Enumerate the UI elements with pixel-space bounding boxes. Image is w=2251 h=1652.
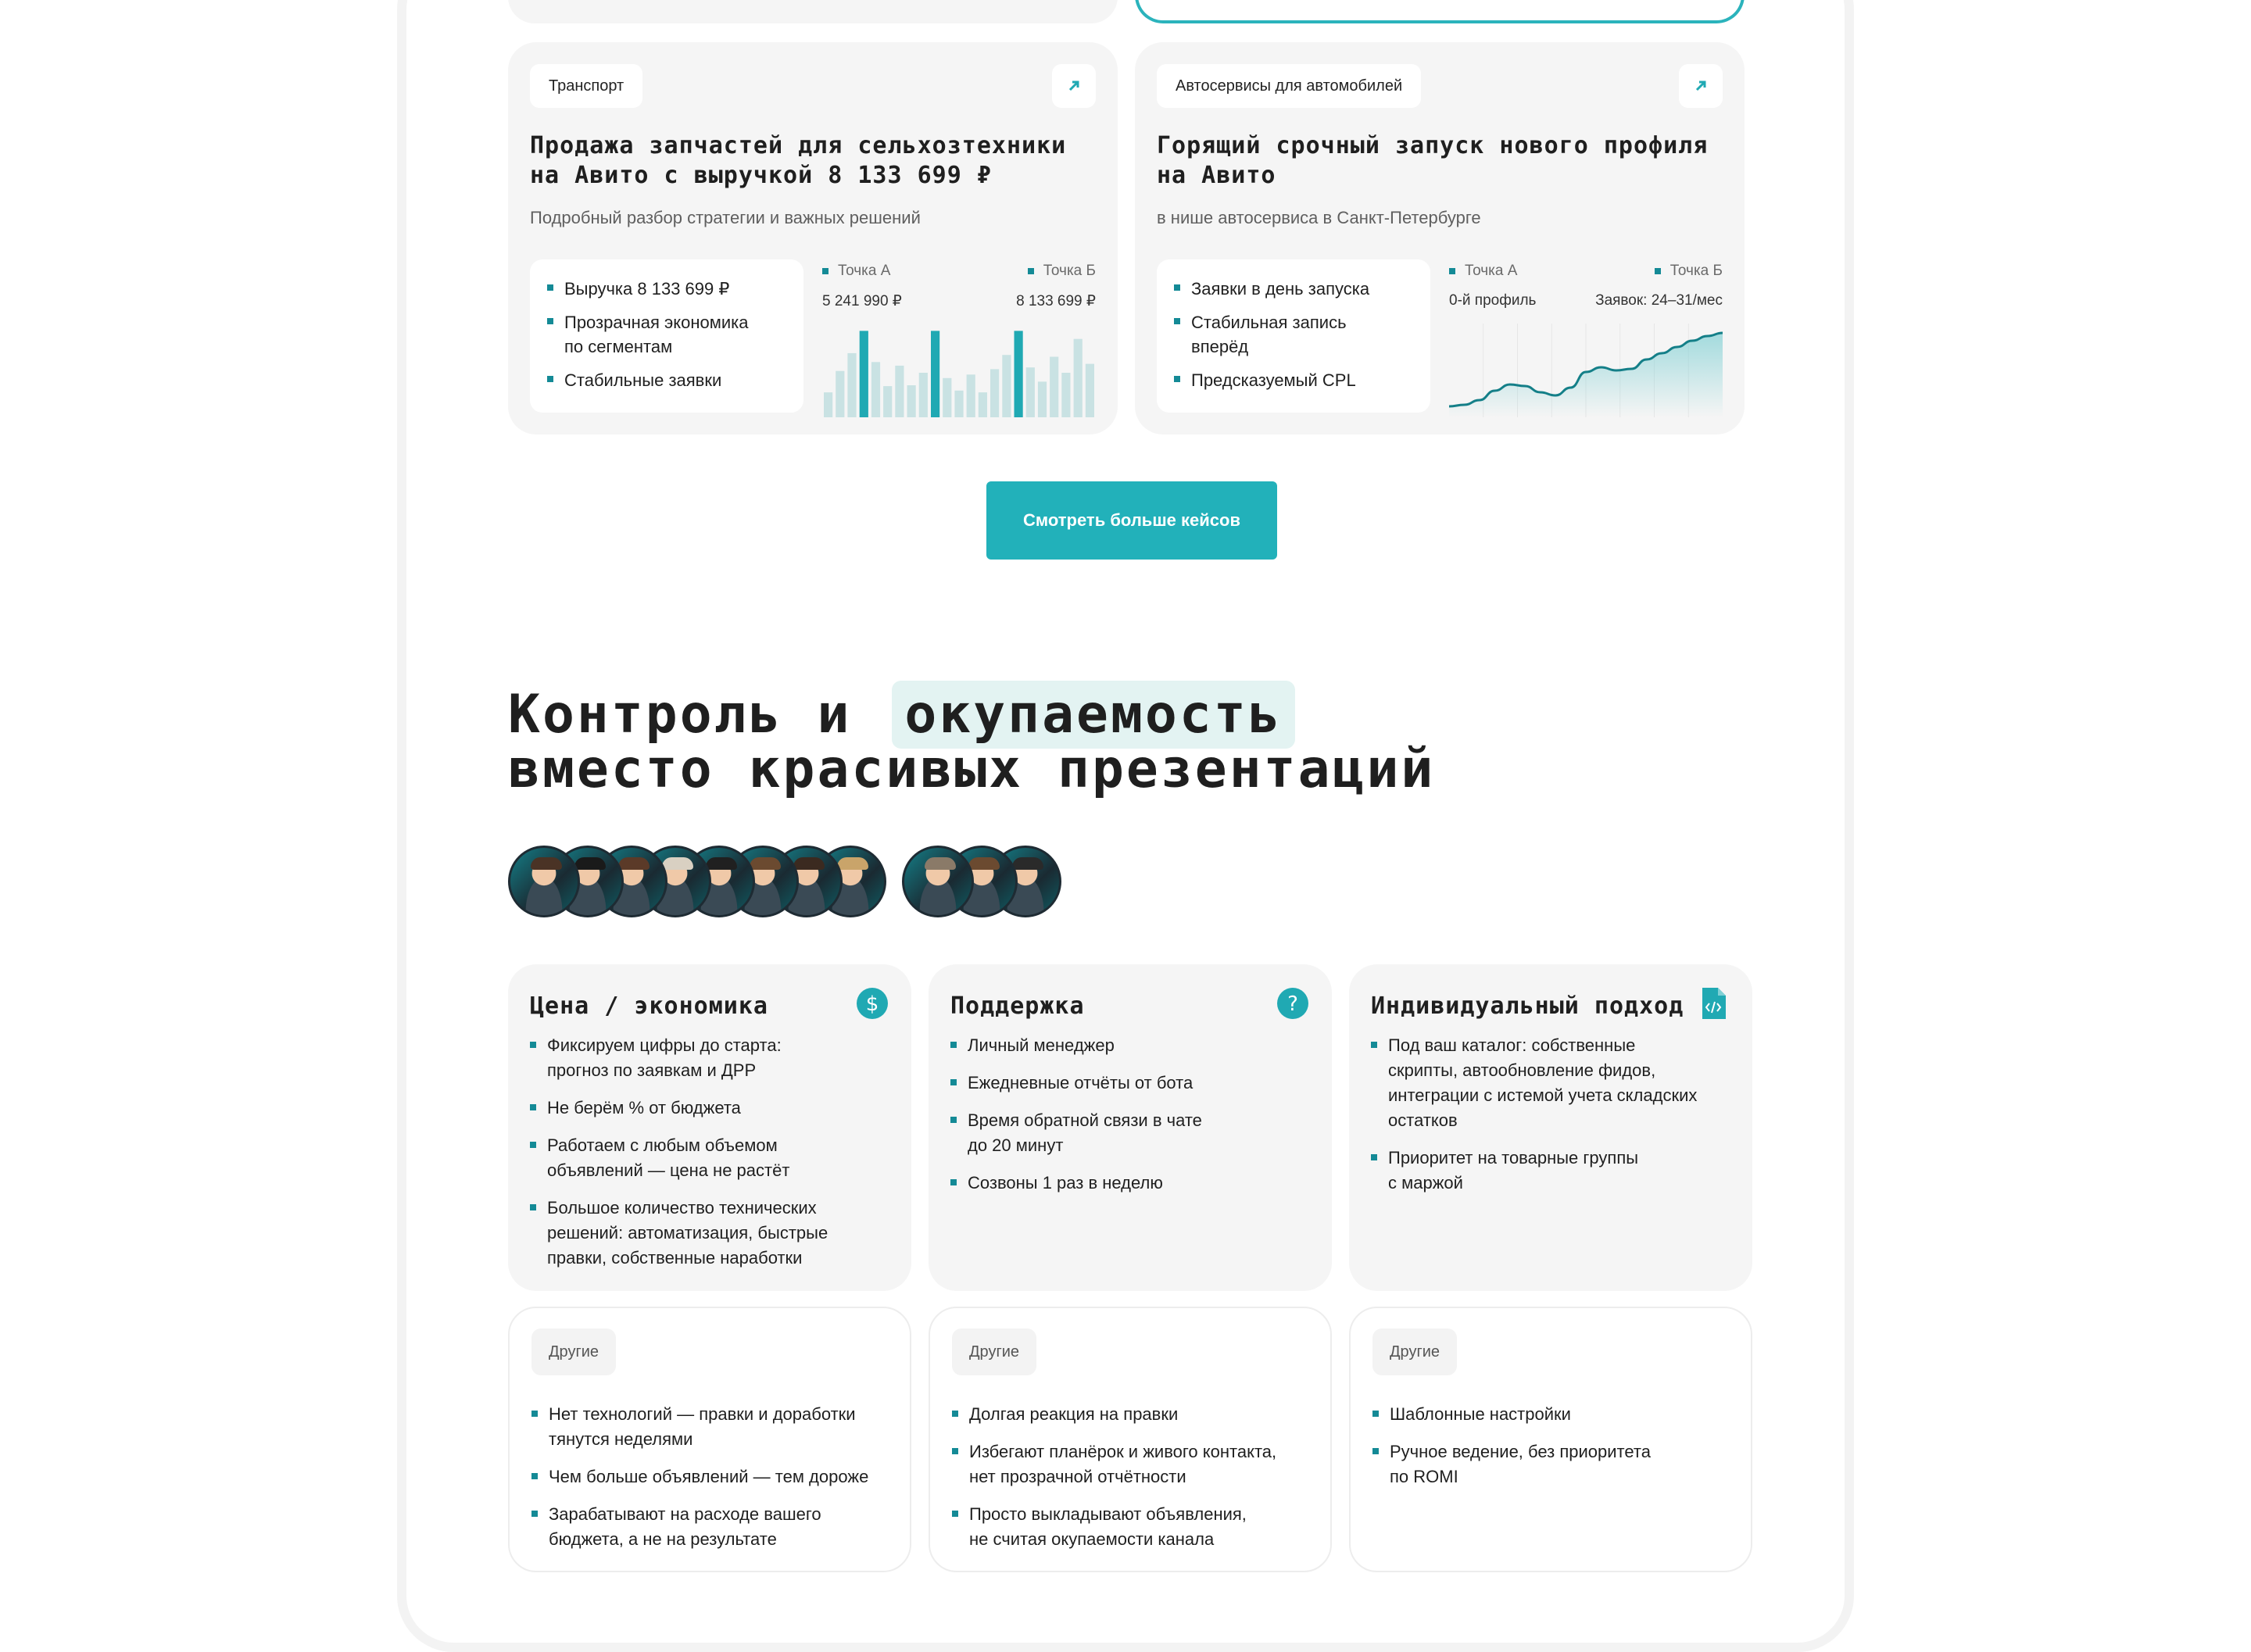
headline-line: вместо красивых презентаций xyxy=(508,738,1436,800)
chart-bar xyxy=(919,373,928,417)
case-points xyxy=(1157,259,1430,413)
others-item: Долгая реакция на правки xyxy=(952,1402,1308,1427)
case-point: Стабильные заявки xyxy=(547,368,786,392)
others-tag: Другие xyxy=(952,1328,1036,1375)
feature-title: Цена / экономика xyxy=(530,992,768,1020)
case-point: Заявки в день запуска xyxy=(1174,277,1413,301)
feature-item xyxy=(1371,1146,1730,1196)
case-title-line: Горящий срочный запуск нового профиля xyxy=(1157,132,1709,159)
feature-item-text: Время обратной связи в чате xyxy=(968,1110,1202,1130)
feature-item: Созвоны 1 раз в неделю xyxy=(950,1171,1310,1196)
case-point: Выручка 8 133 699 ₽ xyxy=(547,277,786,301)
feature-item: Личный менеджер xyxy=(950,1033,1310,1058)
others-tag: Другие xyxy=(1372,1328,1457,1375)
feature-item-text: Работаем с любым объемом xyxy=(547,1135,778,1155)
case-point: Предсказуемый CPL xyxy=(1174,368,1413,392)
avatar xyxy=(902,846,974,917)
others-card xyxy=(929,1307,1332,1572)
case-point-text: вперёд xyxy=(1191,337,1249,356)
previous-case-card-active[interactable] xyxy=(1135,0,1745,23)
feature-item-text: интеграции с истемой учета складских xyxy=(1388,1085,1698,1105)
others-card xyxy=(1349,1307,1752,1572)
feature-item-text: Под ваш каталог: собственные xyxy=(1388,1035,1636,1055)
feature-item-text: Приоритет на товарные группы xyxy=(1388,1148,1639,1167)
chart-bar xyxy=(907,385,916,417)
feature-item xyxy=(530,1033,889,1083)
chart-bar xyxy=(871,362,880,417)
question-icon xyxy=(1276,986,1310,1021)
feature-card-individual xyxy=(1349,964,1752,1291)
revenue-chart xyxy=(822,261,1096,417)
case-title-line: на Авито xyxy=(1157,162,1276,189)
feature-item-text: объявлений — цена не растёт xyxy=(547,1160,790,1180)
svg-text:?: ? xyxy=(1287,992,1298,1016)
point-b-label: Точка Б xyxy=(1655,263,1723,280)
point-b-value: Заявок: 24–31/мес xyxy=(1595,292,1723,309)
case-tag: Транспорт xyxy=(530,64,642,108)
others-item-text: Просто выкладывают объявления, xyxy=(969,1504,1247,1524)
others-list xyxy=(1372,1402,1729,1489)
point-a-label: Точка А xyxy=(822,263,890,280)
previous-case-card[interactable] xyxy=(508,0,1118,23)
area-chart xyxy=(1449,324,1723,417)
chart-bar xyxy=(1086,364,1094,417)
others-list xyxy=(952,1402,1308,1552)
case-subtitle: в нише автосервиса в Санкт-Петербурге xyxy=(1157,208,1481,227)
chart-bar xyxy=(883,386,892,417)
more-cases-button[interactable]: Смотреть больше кейсов xyxy=(986,481,1277,560)
feature-list xyxy=(1371,1033,1730,1196)
others-list xyxy=(531,1402,888,1552)
feature-item-text: решений: автоматизация, быстрые xyxy=(547,1223,828,1243)
point-a-value: 0-й профиль xyxy=(1449,292,1537,309)
section-headline xyxy=(508,684,1436,800)
case-points xyxy=(530,259,803,413)
others-item-text: Избегают планёрок и живого контакта, xyxy=(969,1442,1277,1461)
others-item-text: тянутся неделями xyxy=(549,1429,693,1449)
chart-bar xyxy=(836,371,844,417)
others-card xyxy=(508,1307,911,1572)
chart-bar xyxy=(1026,367,1035,417)
others-item xyxy=(952,1502,1308,1552)
leads-chart xyxy=(1449,261,1723,417)
case-title xyxy=(530,131,1100,191)
case-title xyxy=(1157,131,1727,191)
others-item: Шаблонные настройки xyxy=(1372,1402,1729,1427)
feature-item-text: правки, собственные наработки xyxy=(547,1248,803,1268)
others-item-text: Ручное ведение, без приоритета xyxy=(1390,1442,1651,1461)
case-point xyxy=(547,310,786,359)
feature-title: Поддержка xyxy=(950,992,1085,1020)
others-item-text: Зарабатывают на расходе вашего xyxy=(549,1504,821,1524)
chart-bar xyxy=(1061,373,1070,417)
others-item: Чем больше объявлений — тем дороже xyxy=(531,1464,888,1489)
feature-card-support xyxy=(929,964,1332,1291)
others-item-text: Нет технологий — правки и доработки xyxy=(549,1404,856,1424)
svg-text:$: $ xyxy=(865,992,879,1016)
feature-list xyxy=(530,1033,889,1271)
feature-item xyxy=(950,1108,1310,1158)
chart-bar xyxy=(990,369,999,417)
point-a-value: 5 241 990 ₽ xyxy=(822,293,902,309)
chart-bar xyxy=(931,331,939,417)
others-item xyxy=(952,1439,1308,1489)
point-b-value: 8 133 699 ₽ xyxy=(1016,293,1096,309)
chart-bar xyxy=(860,331,868,417)
feature-item: Не берём % от бюджета xyxy=(530,1096,889,1121)
feature-item xyxy=(530,1133,889,1183)
feature-item-text: с маржой xyxy=(1388,1173,1463,1193)
others-item-text: бюджета, а не на результате xyxy=(549,1529,777,1549)
case-title-line: на Авито с выручкой 8 133 699 ₽ xyxy=(530,162,992,189)
chart-bar xyxy=(895,366,904,417)
case-title-line: Продажа запчастей для сельхозтехники xyxy=(530,132,1067,159)
feature-item-text: Большое количество технических xyxy=(547,1198,817,1218)
others-item-text: по ROMI xyxy=(1390,1467,1458,1486)
others-item-text: нет прозрачной отчётности xyxy=(969,1467,1186,1486)
headline-highlight: окупаемость xyxy=(892,681,1294,749)
chart-bar xyxy=(954,391,963,417)
chart-bar xyxy=(1050,357,1058,418)
case-tag: Автосервисы для автомобилей xyxy=(1157,64,1421,108)
chart-bar xyxy=(1002,355,1011,417)
feature-item xyxy=(1371,1033,1730,1133)
others-item-text: не считая окупаемости канала xyxy=(969,1529,1215,1549)
feature-item: Ежедневные отчёты от бота xyxy=(950,1071,1310,1096)
feature-item-text: прогноз по заявкам и ДРР xyxy=(547,1060,757,1080)
headline-line xyxy=(508,684,1435,746)
chart-bar xyxy=(967,374,975,417)
headline-text: Контроль и xyxy=(508,684,852,746)
feature-item-text: остатков xyxy=(1388,1110,1458,1130)
feature-item-text: Фиксируем цифры до старта: xyxy=(547,1035,782,1055)
feature-item-text: до 20 минут xyxy=(968,1135,1064,1155)
arrow-up-right-icon[interactable] xyxy=(1052,64,1096,108)
code-file-icon xyxy=(1696,986,1730,1021)
avatar xyxy=(508,846,580,917)
feature-title: Индивидуальный подход xyxy=(1371,992,1684,1020)
chart-bar xyxy=(979,392,987,417)
chart-bar xyxy=(1038,381,1047,417)
feature-card-price xyxy=(508,964,911,1291)
point-a-label: Точка А xyxy=(1449,263,1517,280)
feature-item xyxy=(530,1196,889,1271)
case-card-transport[interactable] xyxy=(508,42,1118,434)
case-point xyxy=(1174,310,1413,359)
others-item xyxy=(531,1502,888,1552)
others-item xyxy=(1372,1439,1729,1489)
chart-bar xyxy=(824,392,832,417)
bar-chart xyxy=(822,324,1096,417)
arrow-up-right-icon[interactable] xyxy=(1679,64,1723,108)
case-subtitle: Подробный разбор стратегии и важных решений xyxy=(530,208,921,227)
team-avatars xyxy=(508,846,1033,917)
chart-bar xyxy=(943,378,951,417)
chart-bar xyxy=(847,353,856,417)
others-item xyxy=(531,1402,888,1452)
point-b-label: Точка Б xyxy=(1028,263,1096,280)
chart-bar xyxy=(1074,339,1083,417)
feature-item-text: скрипты, автообновление фидов, xyxy=(1388,1060,1656,1080)
others-tag: Другие xyxy=(531,1328,616,1375)
case-card-autoservice[interactable] xyxy=(1135,42,1745,434)
case-point-text: по сегментам xyxy=(564,337,673,356)
dollar-icon xyxy=(855,986,889,1021)
case-point-text: Стабильная запись xyxy=(1191,313,1347,332)
feature-list xyxy=(950,1033,1310,1196)
chart-bar xyxy=(1015,331,1023,417)
case-point-text: Прозрачная экономика xyxy=(564,313,749,332)
